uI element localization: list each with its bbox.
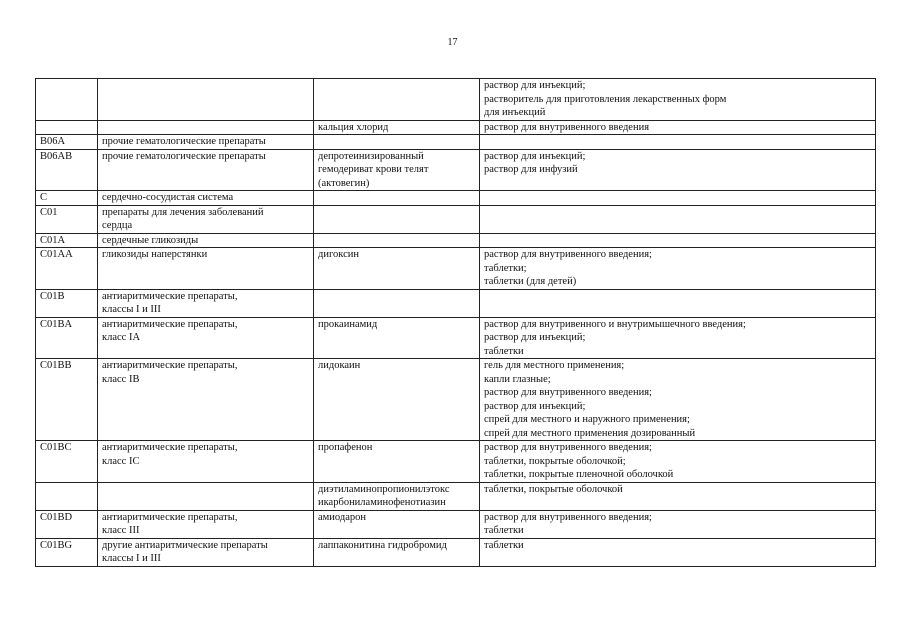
page-number: 17 [447,37,458,48]
group-name-cell [98,233,314,248]
cell-text-line: антиаритмические препараты, [102,290,238,302]
cell-text-line: таблетки [484,539,524,551]
dosage-forms-cell [480,233,876,248]
drug-name-cell [314,120,480,135]
cell-text-line: C01BD [40,511,73,523]
group-name-cell [98,79,314,121]
cell-text-line: C01B [40,290,65,302]
dosage-forms-cell [480,205,876,233]
cell-text-line [102,93,309,107]
cell-text-line: таблетки [484,345,524,357]
atc-code-cell [36,441,98,483]
cell-text-line [102,106,309,120]
cell-text-line: классы I и III [102,304,161,315]
dosage-forms-cell [480,510,876,538]
cell-text-line [102,121,309,135]
cell-text-line: препараты для лечения заболеваний [102,206,264,218]
cell-text-line: амиодарон [318,511,366,523]
table-row [36,317,876,359]
atc-code-cell [36,248,98,290]
cell-text-line: антиаритмические препараты, [102,360,238,371]
drug-name-cell [314,441,480,483]
cell-text-line: капли глазные; [484,373,551,385]
cell-text-line: дигоксин [318,249,359,260]
drug-name-cell [314,482,480,510]
cell-text-line: гемодериват крови телят [318,164,429,175]
drug-name-cell [314,135,480,150]
cell-text-line: антиаритмические препараты, [102,442,238,453]
table-row [36,441,876,483]
group-name-cell [98,317,314,359]
cell-text-line: C [40,192,48,203]
cell-text-line: пропафенон [318,442,373,453]
cell-text-line: C01AA [40,249,73,260]
cell-text-line: раствор для инъекций; [484,332,586,343]
dosage-forms-cell [480,135,876,150]
drug-name-cell [314,149,480,191]
atc-code-cell [36,149,98,191]
dosage-forms-cell [480,120,876,135]
cell-text-line: раствор для внутривенного и внутримышечного введения; [484,318,746,330]
cell-text-line: раствор для инфузий [484,164,578,175]
cell-text-line [484,290,871,304]
cell-text-line: сердечно-сосудистая система [102,192,234,203]
cell-text-line: прочие гематологические препараты [102,150,266,162]
dosage-forms-cell [480,359,876,441]
table-row [36,120,876,135]
cell-text-line: таблетки, покрытые пленочной оболочкой [484,469,674,480]
drug-name-cell [314,233,480,248]
cell-text-line: раствор для внутривенного введения [484,121,650,133]
cell-text-line [318,234,475,248]
group-name-cell [98,538,314,566]
table-row [36,79,876,121]
group-name-cell [98,289,314,317]
atc-code-cell [36,289,98,317]
group-name-cell [98,149,314,191]
cell-text-line: сердца [102,220,133,231]
drug-name-cell [314,538,480,566]
cell-text-line: депротеинизированный [318,150,424,162]
table-row [36,510,876,538]
cell-text-line: C01 [40,206,58,218]
cell-text-line: гликозиды наперстянки [102,249,208,260]
group-name-cell [98,482,314,510]
cell-text-line [40,79,93,93]
cell-text-line: классы I и III [102,553,161,564]
cell-text-line: кальция хлорид [318,121,389,133]
drug-name-cell [314,248,480,290]
cell-text-line: таблетки [484,525,524,536]
group-name-cell [98,510,314,538]
table-row [36,482,876,510]
drug-name-cell [314,359,480,441]
drug-table [35,78,876,567]
cell-text-line: раствор для внутривенного введения; [484,442,652,453]
dosage-forms-cell [480,191,876,206]
cell-text-line: C01BA [40,318,73,330]
cell-text-line [318,206,475,220]
table-row [36,233,876,248]
cell-text-line: таблетки; [484,262,527,274]
cell-text-line: гель для местного применения; [484,360,625,371]
atc-code-cell [36,233,98,248]
drug-name-cell [314,317,480,359]
drug-name-cell [314,191,480,206]
cell-text-line [40,121,93,135]
atc-code-cell [36,538,98,566]
drug-name-cell [314,289,480,317]
cell-text-line: C01A [40,234,66,246]
table-body [36,79,876,567]
cell-text-line: класс IC [102,455,140,467]
dosage-forms-cell [480,248,876,290]
cell-text-line: раствор для внутривенного введения; [484,511,652,523]
cell-text-line: для инъекций [484,107,546,118]
cell-text-line [484,135,871,149]
atc-code-cell [36,79,98,121]
cell-text-line: лидокаин [318,360,361,371]
cell-text-line: спрей для местного применения дозированный [484,427,696,439]
dosage-forms-cell [480,79,876,121]
cell-text-line [318,93,475,107]
dosage-forms-cell [480,441,876,483]
dosage-forms-cell [480,538,876,566]
atc-code-cell [36,205,98,233]
cell-text-line: класс IA [102,332,141,343]
group-name-cell [98,205,314,233]
cell-text-line: раствор для внутривенного введения; [484,387,652,398]
cell-text-line: прочие гематологические препараты [102,136,266,147]
dosage-forms-cell [480,289,876,317]
cell-text-line: таблетки, покрытые оболочкой; [484,455,626,467]
cell-text-line [318,191,475,205]
cell-text-line [318,135,475,149]
table-row [36,135,876,150]
cell-text-line: прокаинамид [318,318,378,330]
cell-text-line: икарбониламинофенотиазин [318,497,446,508]
cell-text-line: раствор для инъекций; [484,150,586,162]
cell-text-line: таблетки (для детей) [484,276,577,287]
dosage-forms-cell [480,149,876,191]
table-row [36,149,876,191]
drug-name-cell [314,510,480,538]
cell-text-line: антиаритмические препараты, [102,318,238,330]
cell-text-line: лаппаконитина гидробромид [318,539,447,551]
cell-text-line: таблетки, покрытые оболочкой [484,483,623,495]
cell-text-line [318,106,475,120]
group-name-cell [98,248,314,290]
dosage-forms-cell [480,317,876,359]
atc-code-cell [36,120,98,135]
cell-text-line: спрей для местного и наружного применения; [484,414,690,425]
atc-code-cell [36,482,98,510]
cell-text-line: раствор для инъекций; [484,80,586,91]
cell-text-line: C01BG [40,539,73,551]
table-row [36,359,876,441]
cell-text-line: B06AB [40,150,73,162]
group-name-cell [98,135,314,150]
table-row [36,205,876,233]
cell-text-line [484,234,871,248]
cell-text-line: класс IB [102,373,140,385]
cell-text-line: растворитель для приготовления лекарственных форм [484,93,727,105]
cell-text-line: сердечные гликозиды [102,234,199,246]
table-row [36,248,876,290]
cell-text-line: диэтиламинопропионилэтокс [318,483,450,495]
group-name-cell [98,441,314,483]
cell-text-line: раствор для внутривенного введения; [484,249,652,260]
table-row [36,289,876,317]
cell-text-line: антиаритмические препараты, [102,511,238,523]
table-row [36,191,876,206]
group-name-cell [98,359,314,441]
drug-name-cell [314,79,480,121]
cell-text-line [484,191,871,205]
atc-code-cell [36,135,98,150]
group-name-cell [98,120,314,135]
cell-text-line: другие антиаритмические препараты [102,539,268,551]
cell-text-line: C01BC [40,442,72,453]
cell-text-line [40,483,93,497]
atc-code-cell [36,359,98,441]
cell-text-line: класс III [102,525,140,536]
cell-text-line [102,79,309,93]
cell-text-line: B06A [40,136,66,147]
table-row [36,538,876,566]
cell-text-line: раствор для инъекций; [484,400,586,412]
dosage-forms-cell [480,482,876,510]
drug-name-cell [314,205,480,233]
cell-text-line [318,290,475,304]
cell-text-line [484,206,871,220]
group-name-cell [98,191,314,206]
cell-text-line [102,483,309,497]
atc-code-cell [36,317,98,359]
atc-code-cell [36,191,98,206]
cell-text-line: (актовегин) [318,177,370,189]
cell-text-line: C01BB [40,360,72,371]
cell-text-line [318,79,475,93]
atc-code-cell [36,510,98,538]
